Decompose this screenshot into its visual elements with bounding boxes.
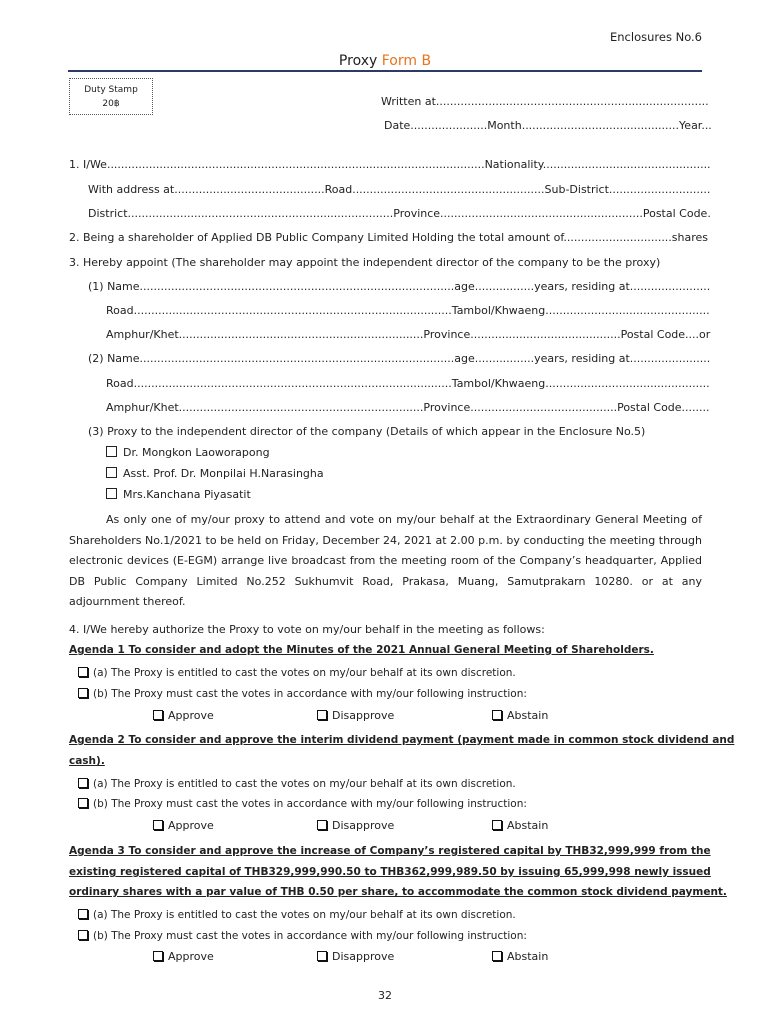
- checkbox[interactable]: [317, 710, 327, 720]
- agenda3-abstain[interactable]: [492, 950, 548, 963]
- option-label: (b) The Proxy must cast the votes in accordance with my/our following instruction:: [93, 688, 527, 700]
- director-option[interactable]: [106, 488, 251, 501]
- agenda3-title-cont: existing registered capital of THB329,999,990.50 to THB362,999,989.50 by issuing 65,999,998 newly issued: [69, 866, 711, 878]
- agenda3-title: Agenda 3 To consider and approve the increase of Company’s registered capital by THB32,999,999 from the: [69, 845, 711, 857]
- option-label: (a) The Proxy is entitled to cast the votes on my/our behalf at its own discretion.: [93, 778, 516, 790]
- director-name: Asst. Prof. Dr. Monpilai H.Narasingha: [123, 467, 324, 480]
- agenda1-option-a[interactable]: [78, 667, 516, 679]
- agenda3-option-a[interactable]: [78, 909, 516, 921]
- agenda1-approve[interactable]: [153, 709, 214, 722]
- agenda3-disapprove[interactable]: [317, 950, 394, 963]
- proxy2-amphur-line[interactable]: Amphur/Khet......................................................................Province..........................................Postal Code........: [106, 401, 710, 414]
- section4-intro: 4. I/We hereby authorize the Proxy to vote on my/our behalf in the meeting as follows:: [69, 623, 545, 636]
- checkbox[interactable]: [492, 710, 502, 720]
- proxy1-road-line[interactable]: Road...........................................................................................Tambol/Khwaeng...............................................: [106, 304, 710, 317]
- checkbox[interactable]: [492, 820, 502, 830]
- vote-label: Disapprove: [332, 709, 395, 722]
- checkbox[interactable]: [106, 467, 117, 478]
- page-number: 32: [378, 989, 392, 1002]
- option-label: (a) The Proxy is entitled to cast the votes on my/our behalf at its own discretion.: [93, 667, 516, 679]
- director-option[interactable]: [106, 467, 324, 480]
- option-label: (b) The Proxy must cast the votes in accordance with my/our following instruction:: [93, 930, 527, 942]
- checkbox[interactable]: [153, 951, 163, 961]
- checkbox[interactable]: [78, 798, 88, 808]
- agenda2-abstain[interactable]: [492, 819, 548, 832]
- agenda3-approve[interactable]: [153, 950, 214, 963]
- checkbox[interactable]: [153, 820, 163, 830]
- vote-label: Abstain: [507, 950, 549, 963]
- agenda1-disapprove[interactable]: [317, 709, 394, 722]
- vote-label: Approve: [168, 819, 214, 832]
- duty-stamp-box: [69, 78, 153, 115]
- checkbox[interactable]: [78, 909, 88, 919]
- meeting-paragraph: As only one of my/our proxy to attend and vote on my/our behalf at the Extraordinary General Meeting of Shareholders No.1/2021 to be held on Friday, December 24, 2021 at 2.00 p.m. by conducting the meeting through electronic devices (E-EGM) arrange live broadcast from the meeting room of the Company’s headquarter, Applied DB Public Company Limited No.252 Sukhumvit Road, Prakasa, Muang, Samutprakarn 10280. or at any adjournment thereof.: [69, 513, 702, 608]
- agenda2-title: Agenda 2 To consider and approve the interim dividend payment (payment made in common stock dividend and: [69, 734, 735, 746]
- agenda2-disapprove[interactable]: [317, 819, 394, 832]
- stamp-value: 20฿: [102, 99, 120, 109]
- proxy2-name-line[interactable]: (2) Name..........................................................................................age.................years, residing at.......................: [88, 352, 711, 365]
- proxy1-name-line[interactable]: (1) Name..........................................................................................age.................years, residing at.......................: [88, 280, 711, 293]
- agenda2-option-a[interactable]: [78, 778, 516, 790]
- vote-label: Abstain: [507, 819, 549, 832]
- agenda3-title-cont2: ordinary shares with a par value of THB 0.50 per share, to accommodate the common stock dividend payment.: [69, 886, 727, 898]
- proxy2-road-line[interactable]: Road...........................................................................................Tambol/Khwaeng...............................................: [106, 377, 710, 390]
- enclosure-label: Enclosures No.6: [610, 30, 702, 44]
- title-form-b: Form B: [381, 53, 432, 69]
- checkbox[interactable]: [78, 667, 88, 677]
- option-label: (b) The Proxy must cast the votes in accordance with my/our following instruction:: [93, 798, 527, 810]
- checkbox[interactable]: [317, 951, 327, 961]
- date-field[interactable]: Date......................Month.............................................Year...: [384, 119, 712, 132]
- written-at-field[interactable]: Written at..............................................................................: [381, 95, 709, 108]
- agenda1-title: Agenda 1 To consider and adopt the Minutes of the 2021 Annual General Meeting of Shareholders.: [69, 644, 654, 656]
- option-label: (a) The Proxy is entitled to cast the votes on my/our behalf at its own discretion.: [93, 909, 516, 921]
- agenda1-option-b[interactable]: [78, 688, 527, 700]
- address-line[interactable]: With address at...........................................Road.......................................................Sub-District.............................: [88, 183, 711, 196]
- agenda2-approve[interactable]: [153, 819, 214, 832]
- agenda2-title-cont: cash).: [69, 755, 105, 767]
- page-title: [0, 53, 770, 69]
- checkbox[interactable]: [153, 710, 163, 720]
- director-name: Dr. Mongkon Laoworapong: [123, 446, 270, 459]
- vote-label: Approve: [168, 950, 214, 963]
- proxy1-amphur-line[interactable]: Amphur/Khet......................................................................Province...........................................Postal Code....or: [106, 328, 711, 341]
- agenda1-abstain[interactable]: [492, 709, 548, 722]
- shareholding-line[interactable]: 2. Being a shareholder of Applied DB Public Company Limited Holding the total amount of...............................shares: [69, 231, 709, 244]
- checkbox[interactable]: [78, 778, 88, 788]
- stamp-label: Duty Stamp: [84, 85, 138, 95]
- agenda2-option-b[interactable]: [78, 798, 527, 810]
- agenda3-option-b[interactable]: [78, 930, 527, 942]
- checkbox[interactable]: [78, 688, 88, 698]
- checkbox[interactable]: [106, 446, 117, 457]
- title-proxy: Proxy: [338, 53, 382, 69]
- vote-label: Abstain: [507, 709, 549, 722]
- checkbox[interactable]: [106, 488, 117, 499]
- name-nationality-line[interactable]: 1. I/We............................................................................................................Nationality................................................: [69, 158, 711, 171]
- director-name: Mrs.Kanchana Piyasatit: [123, 488, 251, 501]
- proxy3-independent-director: (3) Proxy to the independent director of the company (Details of which appear in the Enclosure No.5): [88, 425, 646, 438]
- vote-label: Approve: [168, 709, 214, 722]
- checkbox[interactable]: [317, 820, 327, 830]
- checkbox[interactable]: [78, 930, 88, 940]
- title-divider: [68, 70, 702, 72]
- vote-label: Disapprove: [332, 819, 395, 832]
- vote-label: Disapprove: [332, 950, 395, 963]
- district-line[interactable]: District............................................................................Province..........................................................Postal Code.: [88, 207, 711, 220]
- checkbox[interactable]: [492, 951, 502, 961]
- director-option[interactable]: [106, 446, 270, 459]
- appoint-intro: 3. Hereby appoint (The shareholder may appoint the independent director of the company to be the proxy): [69, 256, 661, 269]
